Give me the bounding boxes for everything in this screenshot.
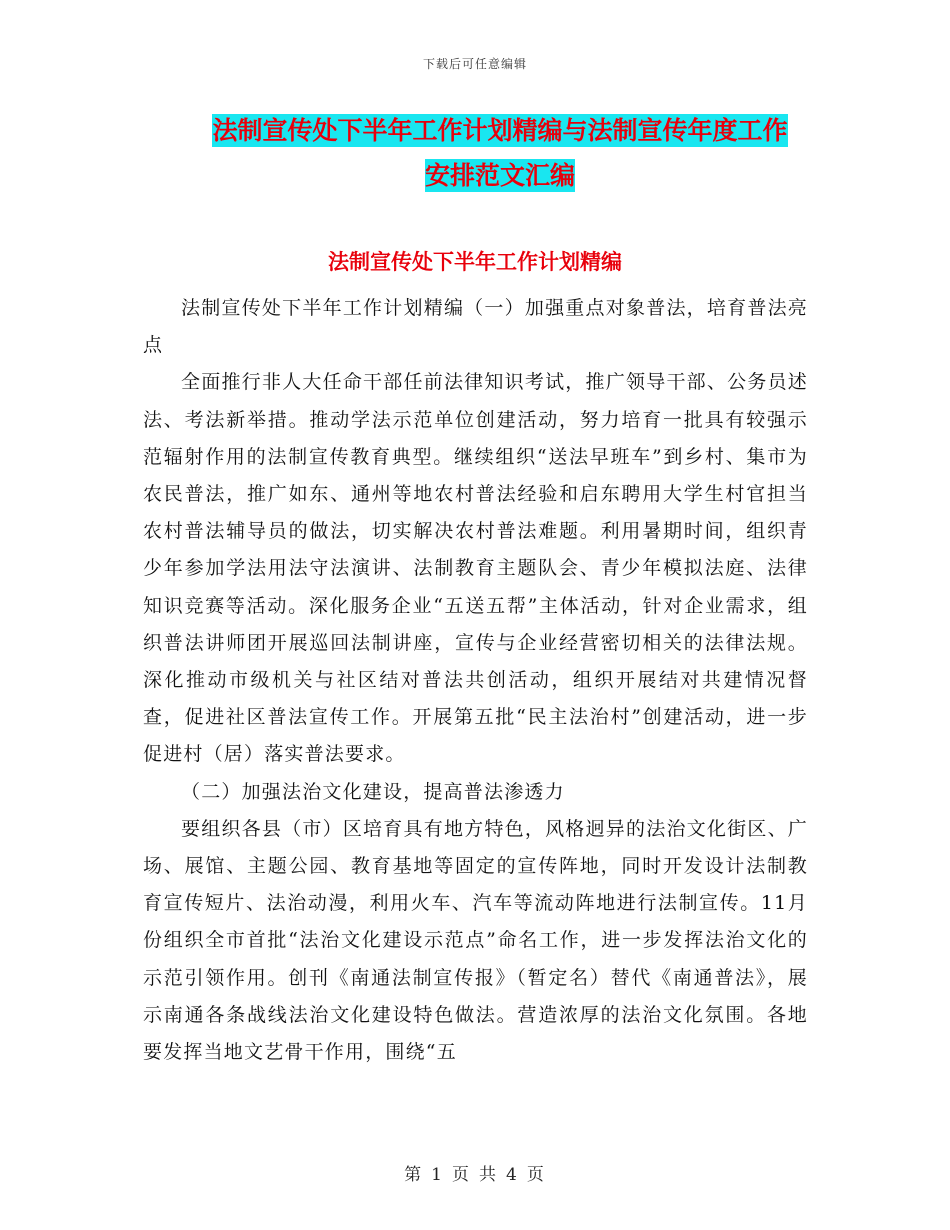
title-line-1 [140,108,860,153]
paragraph: 全面推行非人大任命干部任前法律知识考试，推广领导干部、公务员述法、考法新举措。推动学法示范单位创建活动，努力培育一批具有较强示范辐射作用的法制宣传教育典型。继续组织“送法早班车”到乡村、集市为农民普法，推广如东、通州等地农村普法经验和启东聘用大学生村官担当农村普法辅导员的做法，切实解决农村普法难题。利用暑期时间，组织青少年参加学法用法守法演讲、法制教育主题队会、青少年模拟法庭、法律知识竞赛等活动。深化服务企业“五送五帮”主体活动，针对企业需求，组织普法讲师团开展巡回法制讲座，宣传与企业经营密切相关的法律法规。深化推动市级机关与社区结对普法共创活动，组织开展结对共建情况督查，促进社区普法宣传工作。开展第五批“民主法治村”创建活动，进一步促进村（居）落实普法要求。 [143,371,808,766]
header-note: 下载后可任意编辑 [422,57,527,71]
paragraph: （二）加强法治文化建设，提高普法渗透力 [181,780,565,803]
paragraph: 要组织各县（市）区培育具有地方特色，风格迥异的法治文化街区、广场、展馆、主题公园、教育基地等固定的宣传阵地，同时开发设计法制教育宣传短片、法治动漫，利用火车、汽车等流动阵地进行法制宣传。11月份组织全市首批“法治文化建设示范点”命名工作，进一步发挥法治文化的示范引领作用。创刊《南通法制宣传报》（暂定名）替代《南通普法》，展示南通各条战线法治文化建设特色做法。营造浓厚的法治文化氛围。各地要发挥当地文艺骨干作用，围绕“五 [143,817,808,1064]
section-title: 法制宣传处下半年工作计划精编 [328,250,622,274]
footer-total-pages: 4 [506,1165,519,1185]
footer-label-total: 共 [479,1165,498,1185]
document-body [143,290,808,1071]
title-line-2 [140,153,860,198]
paragraph: 法制宣传处下半年工作计划精编（一）加强重点对象普法，培育普法亮点 [143,297,808,357]
title-line-1-text: 法制宣传处下半年工作计划精编与法制宣传年度工作 [212,116,788,145]
footer-current-page: 1 [431,1165,444,1185]
page-footer [0,1160,950,1185]
title-line-2-text: 安排范文汇编 [424,161,575,190]
footer-label-end: 页 [526,1165,546,1185]
document-title [140,108,860,198]
footer-label-page: 第 [404,1165,424,1185]
footer-label-of: 页 [452,1165,471,1185]
